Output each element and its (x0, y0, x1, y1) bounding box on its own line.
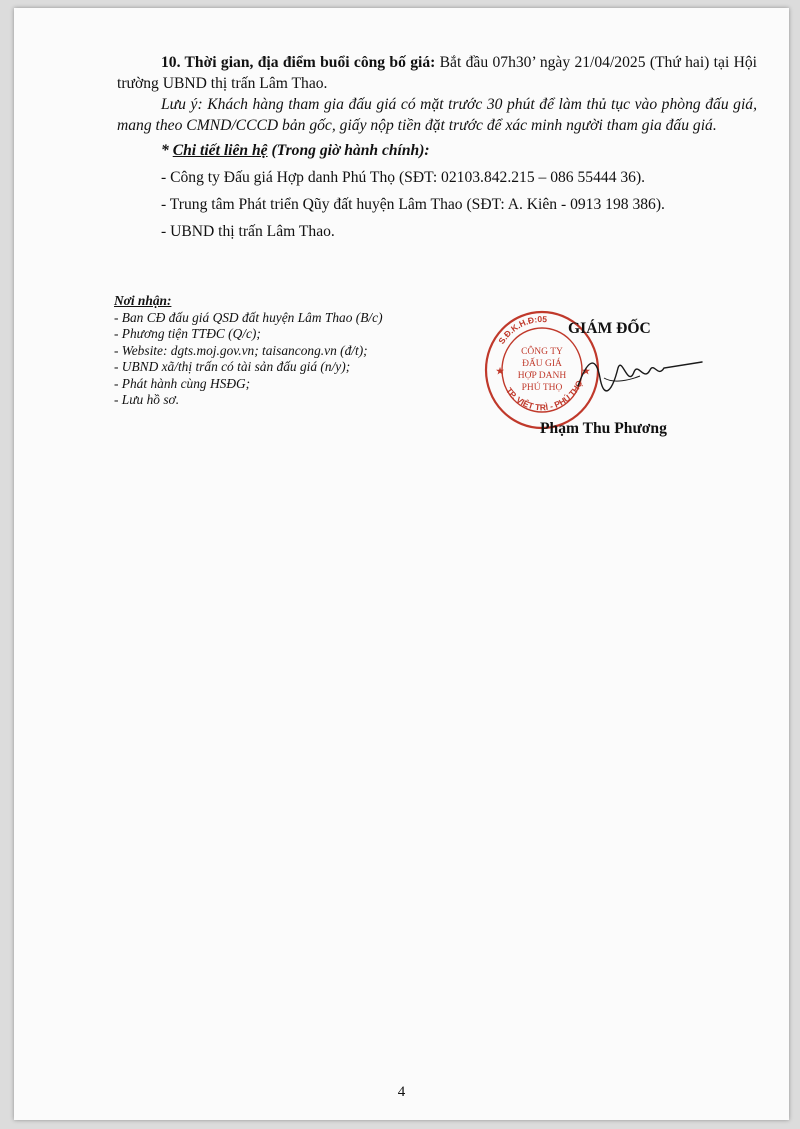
document-page (14, 8, 789, 1120)
list-item: - Phát hành cùng HSĐG; (114, 375, 251, 391)
stamp-line: PHÚ THỌ (521, 383, 563, 393)
list-item: - Ban CĐ đấu giá QSD đất huyện Lâm Thao (B/c) (114, 309, 383, 325)
svg-text:TP. VIỆT TRÌ - PHÚ THỌ: TP. VIỆT TRÌ - PHÚ THỌ (504, 378, 585, 413)
contact-heading-underlined: Chi tiết liên hệ (172, 142, 268, 159)
signer-name: Phạm Thu Phương (540, 420, 667, 437)
note-paragraph: Lưu ý: Khách hàng tham gia đấu giá có mặt trước 30 phút để làm thủ tục vào phòng đấu giá, mang theo CMND/CCCD bản gốc, giấy nộp tiền đặt trước để xác minh người tham gia đấu giá. (117, 96, 757, 134)
stamp-line: HỢP DANH (517, 371, 567, 381)
list-item: - Lưu hồ sơ. (114, 392, 180, 407)
svg-text:★: ★ (496, 366, 505, 376)
signer-title: GIÁM ĐỐC (568, 320, 651, 337)
recipients-title: Nơi nhận: (114, 293, 172, 308)
section-10-text: Bắt đầu 07h30’ ngày 21/04/2025 (Thứ hai) tại Hội trường UBND thị trấn Lâm Thao. (117, 54, 757, 92)
recipients-list (114, 310, 474, 409)
stamp-line: ĐẤU GIÁ (522, 359, 562, 369)
page-number: 4 (397, 1084, 406, 1100)
svg-text:S.Đ.K.H.Đ:05: S.Đ.K.H.Đ:05 (496, 313, 548, 346)
recipients-block (114, 293, 474, 409)
contact-item: - UBND thị trấn Lâm Thao. (161, 223, 335, 240)
list-item: - UBND xã/thị trấn có tài sản đấu giá (n/y); (114, 359, 351, 374)
list-item: - Phương tiện TTĐC (Q/c); (114, 326, 261, 341)
stamp-line: CÔNG TY (521, 347, 563, 357)
section-10-paragraph (117, 52, 757, 94)
contact-heading-prefix: * (161, 142, 173, 159)
section-10-heading: 10. Thời gian, địa điểm buổi công bố giá: (161, 54, 436, 71)
contact-item: - Trung tâm Phát triển Qũy đất huyện Lâm Thao (SĐT: A. Kiên - 0913 198 386). (161, 196, 665, 213)
contact-item: - Công ty Đấu giá Hợp danh Phú Thọ (SĐT: 02103.842.215 – 086 55444 36). (161, 169, 646, 186)
document-body (117, 52, 757, 242)
svg-text:★: ★ (582, 366, 591, 376)
handwritten-signature (574, 348, 704, 398)
contact-heading (161, 140, 757, 161)
contact-heading-rest: (Trong giờ hành chính): (267, 142, 430, 159)
list-item: - Website: dgts.moj.gov.vn; taisancong.vn (đ/t); (114, 342, 368, 358)
